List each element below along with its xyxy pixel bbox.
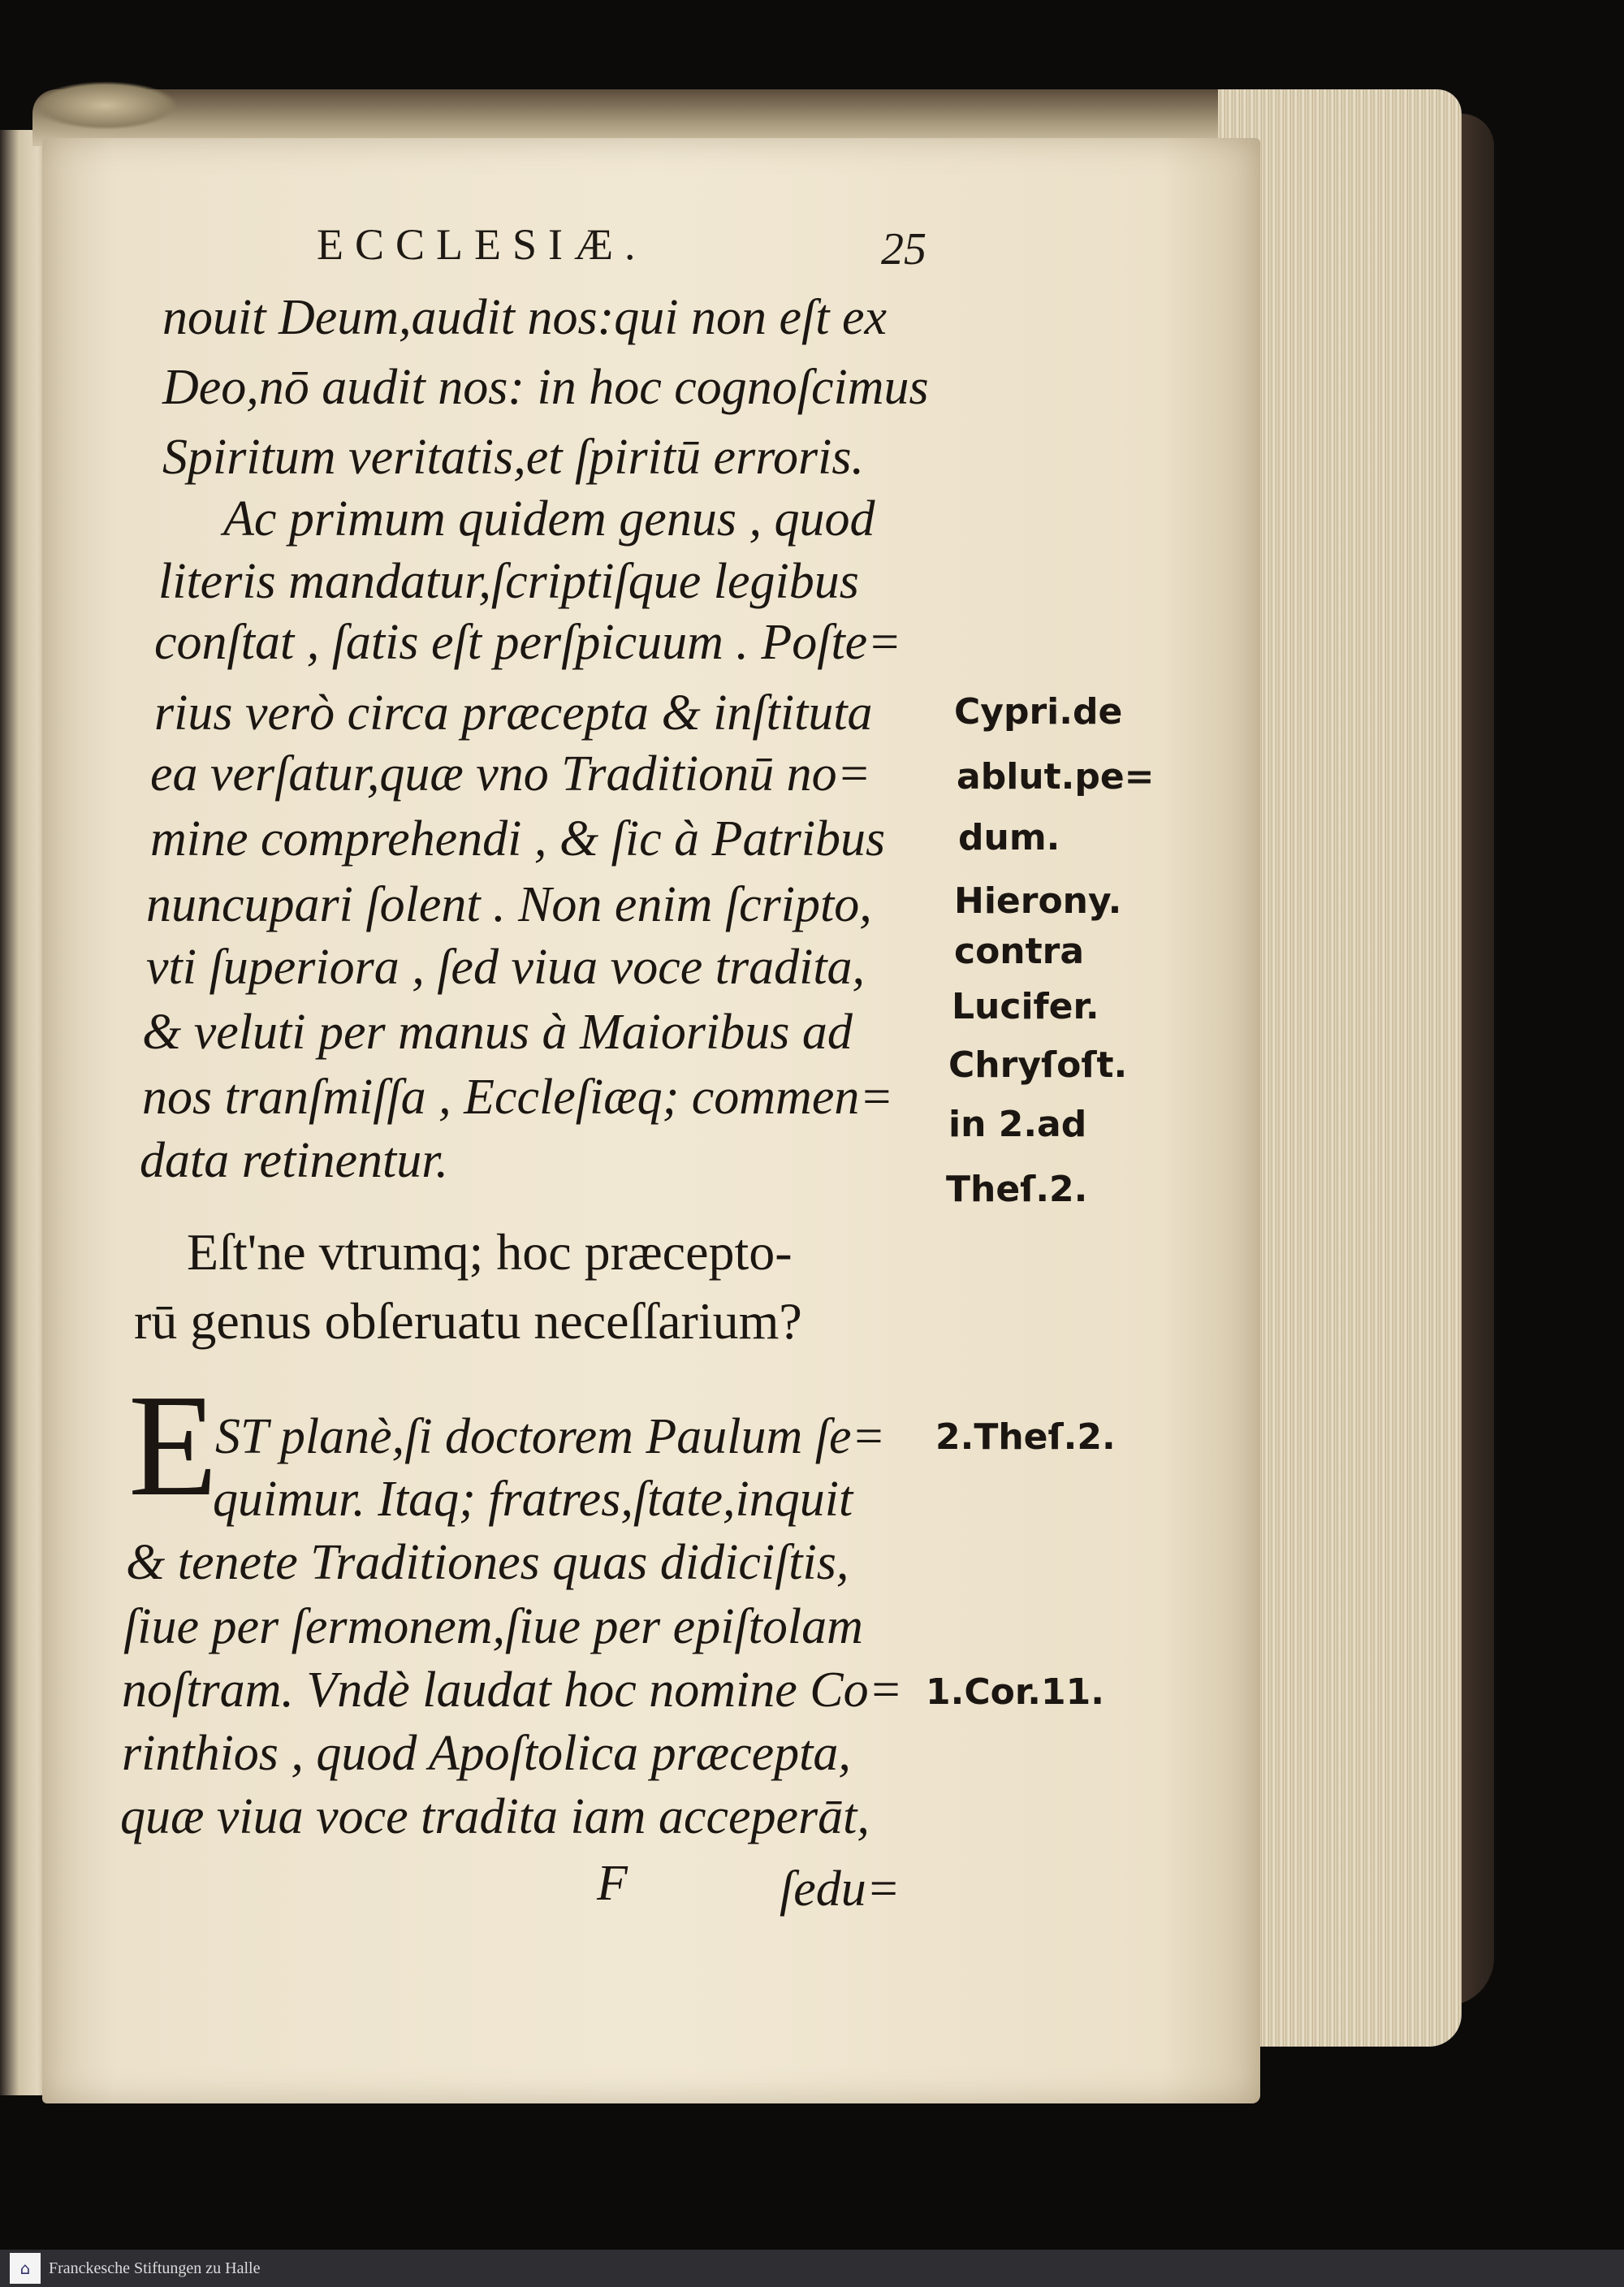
margin-note: contra <box>954 931 1085 972</box>
text-line: Ac primum quidem genus , quod <box>223 491 875 547</box>
text-line: Spiritum veritatis,et ſpiritū erroris. <box>162 430 865 485</box>
text-line: conſtat , ſatis eſt perſpicuum . Poſte= <box>154 615 902 670</box>
margin-note: 1.Cor.11. <box>926 1671 1104 1713</box>
franckesche-logo-icon <box>10 2253 41 2284</box>
text-line: noſtram. Vndè laudat hoc nomine Co= <box>122 1662 903 1718</box>
credit-text: Franckesche Stiftungen zu Halle <box>49 2259 261 2277</box>
text-line: literis mandatur,ſcriptiſque legibus <box>158 554 859 609</box>
margin-note: ablut.pe= <box>957 756 1155 798</box>
text-line: rius verò circa præcepta & inſtituta <box>154 685 873 741</box>
question-line: rū genus obſeruatu neceſſarium? <box>134 1292 802 1350</box>
margin-note: in 2.ad <box>948 1104 1087 1145</box>
text-line: ſiue per ſermonem,ſiue per epiſtolam <box>123 1599 863 1654</box>
text-line: & veluti per manus à Maioribus ad <box>142 1005 853 1060</box>
building-icon: ⌂ <box>19 2259 31 2278</box>
text-line: ST planè,ſi doctorem Paulum ſe= <box>215 1409 886 1464</box>
footer-bar <box>0 2250 1624 2287</box>
text-line: nos tranſmiſſa , Eccleſiæq; commen= <box>142 1070 894 1125</box>
question-line: Eſt'ne vtrumq; hoc præcepto- <box>187 1223 793 1281</box>
text-line: nuncupari ſolent . Non enim ſcripto, <box>146 877 872 932</box>
drop-cap: E <box>128 1364 218 1526</box>
margin-note: Theſ.2. <box>946 1169 1088 1210</box>
catchword: ſedu= <box>780 1861 901 1917</box>
previous-page-edge <box>0 130 47 2095</box>
margin-note: Hierony. <box>954 880 1122 922</box>
margin-note: 2.Theſ.2. <box>935 1416 1116 1458</box>
margin-note: dum. <box>958 817 1060 858</box>
running-head: ECCLESIÆ. <box>317 220 647 269</box>
text-line: rinthios , quod Apoſtolica præcepta, <box>122 1726 851 1781</box>
text-line: nouit Deum,audit nos:qui non eſt ex <box>162 290 887 345</box>
text-line: mine comprehendi , & ſic à Patribus <box>150 811 886 867</box>
text-line: data retinentur. <box>140 1133 449 1188</box>
text-line: quæ viua voce tradita iam acceperāt, <box>120 1789 870 1844</box>
text-line: ea verſatur,quæ vno Traditionū no= <box>150 746 871 802</box>
margin-note: Lucifer. <box>952 986 1099 1027</box>
margin-note: Cypri.de <box>954 691 1123 733</box>
margin-note: Chryſoſt. <box>948 1044 1128 1086</box>
binding-thread <box>32 81 179 130</box>
text-line: quimur. Itaq; fratres,ſtate,inquit <box>213 1472 853 1527</box>
signature-mark: F <box>597 1856 628 1911</box>
text-line: vti ſuperiora , ſed viua voce tradita, <box>146 940 866 995</box>
text-line: & tenete Traditiones quas didiciſtis, <box>126 1535 849 1590</box>
text-line: Deo,nō audit nos: in hoc cognoſcimus <box>162 360 929 415</box>
page-number: 25 <box>881 224 926 275</box>
